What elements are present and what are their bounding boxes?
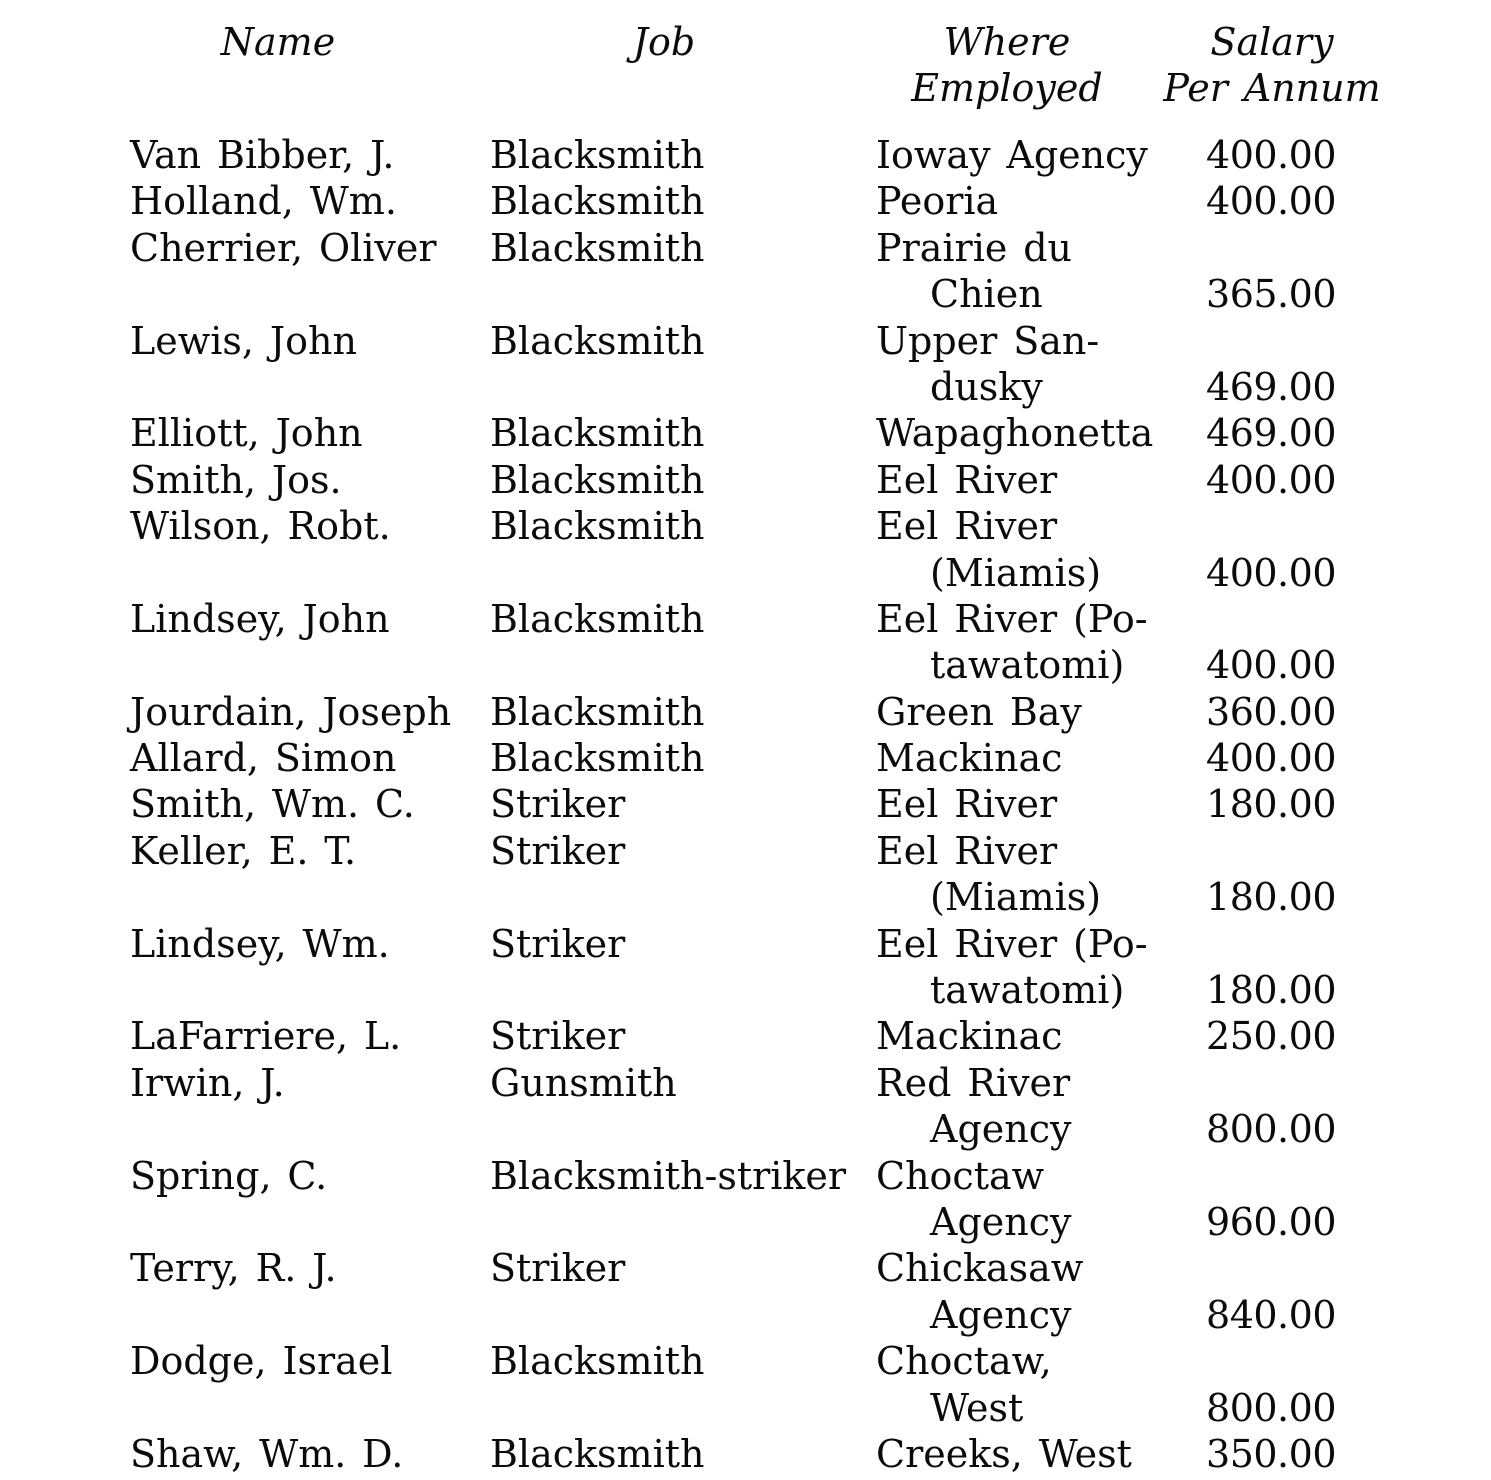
job-cell: Blacksmith <box>490 504 705 549</box>
name-cell: Spring, C. <box>130 1153 328 1198</box>
salary-cell: 800.00 <box>1206 1385 1336 1430</box>
job-cell: Blacksmith <box>490 736 705 781</box>
salary-cell: 400.00 <box>1206 643 1336 688</box>
table-row-line <box>0 550 1491 596</box>
table-row-line <box>0 1385 1491 1431</box>
salary-cell: 250.00 <box>1206 1014 1336 1059</box>
header-where-line2: Employed <box>911 66 1103 111</box>
name-cell: Smith, Jos. <box>130 457 342 502</box>
where-employed-cell: Chien <box>930 272 1043 317</box>
name-cell: Terry, R. J. <box>130 1246 337 1291</box>
table-row-line <box>0 1245 1491 1291</box>
name-cell: Lindsey, Wm. <box>130 921 390 966</box>
name-cell: Holland, Wm. <box>130 179 397 224</box>
job-cell: Blacksmith <box>490 457 705 502</box>
table-header <box>0 19 1491 119</box>
header-salary-line2: Per Annum <box>1163 66 1381 111</box>
salary-cell: 840.00 <box>1206 1292 1336 1337</box>
job-cell: Blacksmith <box>490 596 705 641</box>
job-cell: Blacksmith <box>490 225 705 270</box>
table-row-line <box>0 364 1491 410</box>
header-salary-line1: Salary <box>1210 20 1334 64</box>
header-salary-per-annum <box>1163 19 1380 112</box>
name-cell: Lindsey, John <box>130 596 390 641</box>
table-row-line <box>0 503 1491 549</box>
salary-cell: 469.00 <box>1206 411 1336 456</box>
job-cell: Blacksmith <box>490 1339 705 1384</box>
table-row-line <box>0 967 1491 1013</box>
job-cell: Striker <box>490 1014 626 1059</box>
where-employed-cell: Agency <box>930 1199 1072 1244</box>
header-job-label: Job <box>632 20 696 64</box>
name-cell: Keller, E. T. <box>130 828 357 873</box>
table-row-line <box>0 1106 1491 1152</box>
table-row-line <box>0 1338 1491 1384</box>
where-employed-cell: Prairie du <box>876 225 1073 270</box>
salary-cell: 469.00 <box>1206 364 1336 409</box>
table-row-line <box>0 1153 1491 1199</box>
salary-cell: 180.00 <box>1206 782 1336 827</box>
name-cell: Wilson, Robt. <box>130 504 391 549</box>
where-employed-cell: Choctaw, <box>876 1339 1052 1384</box>
where-employed-cell: (Miamis) <box>930 550 1102 595</box>
where-employed-cell: Chickasaw <box>876 1246 1084 1291</box>
name-cell: Irwin, J. <box>130 1060 285 1105</box>
table-row-line <box>0 1292 1491 1338</box>
job-cell: Blacksmith <box>490 133 705 177</box>
salary-cell: 400.00 <box>1206 457 1336 502</box>
name-cell: Jourdain, Joseph <box>130 689 452 734</box>
job-cell: Blacksmith <box>490 411 705 456</box>
table-row-line <box>0 642 1491 688</box>
salary-cell: 400.00 <box>1206 133 1336 177</box>
table-body <box>0 132 1491 1477</box>
job-cell: Striker <box>490 782 626 827</box>
salary-cell: 400.00 <box>1206 179 1336 224</box>
where-employed-cell: Agency <box>930 1292 1072 1337</box>
header-name-label: Name <box>220 20 336 64</box>
name-cell: Dodge, Israel <box>130 1339 393 1384</box>
table-row-line <box>0 596 1491 642</box>
name-cell: Allard, Simon <box>130 736 397 781</box>
name-cell: Cherrier, Oliver <box>130 225 437 270</box>
table-row-line <box>0 318 1491 364</box>
where-employed-cell: Eel River <box>876 457 1058 502</box>
table-row-line <box>0 178 1491 224</box>
table-row-line <box>0 271 1491 317</box>
where-employed-cell: Eel River <box>876 504 1058 549</box>
table-row-line <box>0 781 1491 827</box>
where-employed-cell: Upper San- <box>876 318 1100 363</box>
salary-cell: 360.00 <box>1206 689 1336 734</box>
where-employed-cell: Green Bay <box>876 689 1082 734</box>
where-employed-cell: Wapaghonetta <box>876 411 1154 456</box>
where-employed-cell: tawatomi) <box>930 968 1125 1013</box>
name-cell: Lewis, John <box>130 318 357 363</box>
where-employed-cell: Peoria <box>876 179 999 224</box>
header-job <box>633 19 695 65</box>
where-employed-cell: Ioway Agency <box>876 133 1148 177</box>
salary-cell: 365.00 <box>1206 272 1336 317</box>
job-cell: Striker <box>490 1246 626 1291</box>
salary-cell: 180.00 <box>1206 875 1336 920</box>
where-employed-cell: (Miamis) <box>930 875 1102 920</box>
job-cell: Blacksmith-striker <box>490 1153 847 1198</box>
where-employed-cell: Eel River <box>876 828 1058 873</box>
where-employed-cell: Eel River <box>876 782 1058 827</box>
table-row-line <box>0 1060 1491 1106</box>
table-row-line <box>0 1013 1491 1059</box>
where-employed-cell: Creeks, West <box>876 1431 1132 1476</box>
where-employed-cell: Mackinac <box>876 736 1063 781</box>
table-row-line <box>0 828 1491 874</box>
where-employed-cell: Red River <box>876 1060 1071 1105</box>
header-where-employed <box>911 19 1102 112</box>
where-employed-cell: dusky <box>930 364 1043 409</box>
where-employed-cell: Mackinac <box>876 1014 1063 1059</box>
table-row-line <box>0 689 1491 735</box>
job-cell: Striker <box>490 921 626 966</box>
job-cell: Striker <box>490 828 626 873</box>
job-cell: Blacksmith <box>490 179 705 224</box>
salary-cell: 350.00 <box>1206 1431 1336 1476</box>
table-row-line <box>0 1431 1491 1477</box>
name-cell: Shaw, Wm. D. <box>130 1431 404 1476</box>
table-row-line <box>0 735 1491 781</box>
where-employed-cell: Choctaw <box>876 1153 1045 1198</box>
where-employed-cell: Eel River (Po- <box>876 596 1148 641</box>
table-row-line <box>0 410 1491 456</box>
name-cell: Elliott, John <box>130 411 363 456</box>
job-cell: Gunsmith <box>490 1060 677 1105</box>
where-employed-cell: Eel River (Po- <box>876 921 1148 966</box>
table-row-line <box>0 457 1491 503</box>
salary-cell: 800.00 <box>1206 1107 1336 1152</box>
job-cell: Blacksmith <box>490 689 705 734</box>
name-cell: Smith, Wm. C. <box>130 782 415 827</box>
header-name <box>221 19 335 65</box>
table-row-line <box>0 132 1491 178</box>
table-row-line <box>0 874 1491 920</box>
header-where-line1: Where <box>943 20 1071 64</box>
table-row-line <box>0 1199 1491 1245</box>
where-employed-cell: tawatomi) <box>930 643 1125 688</box>
table-row-line <box>0 225 1491 271</box>
job-cell: Blacksmith <box>490 1431 705 1476</box>
where-employed-cell: Agency <box>930 1107 1072 1152</box>
name-cell: LaFarriere, L. <box>130 1014 402 1059</box>
table-row-line <box>0 921 1491 967</box>
salary-cell: 400.00 <box>1206 736 1336 781</box>
job-cell: Blacksmith <box>490 318 705 363</box>
where-employed-cell: West <box>930 1385 1024 1430</box>
salary-cell: 180.00 <box>1206 968 1336 1013</box>
salary-cell: 400.00 <box>1206 550 1336 595</box>
name-cell: Van Bibber, J. <box>130 133 395 177</box>
salary-cell: 960.00 <box>1206 1199 1336 1244</box>
